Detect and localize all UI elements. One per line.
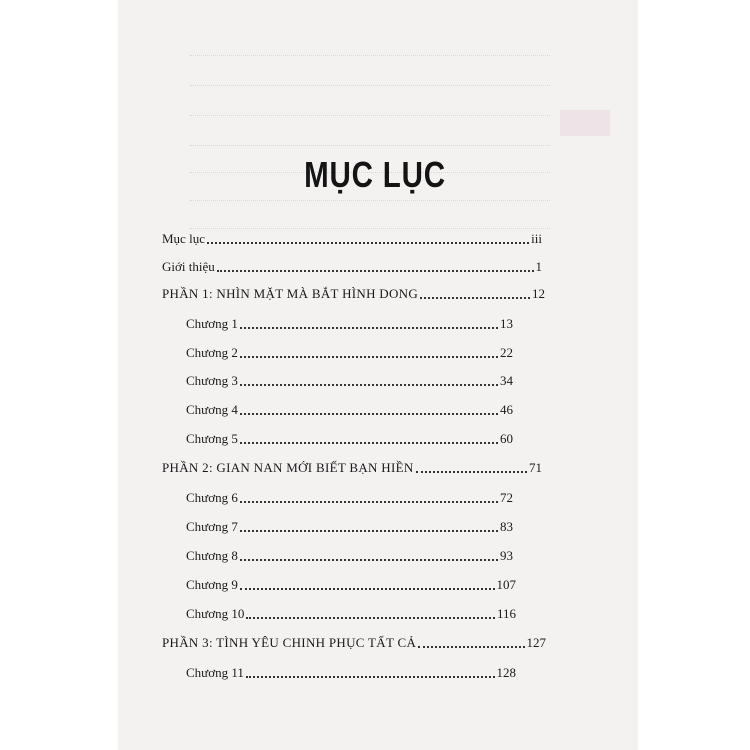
toc-entry xyxy=(186,603,516,621)
toc-entry-label: Giới thiệu xyxy=(162,259,215,274)
bleed-through-line xyxy=(190,200,550,202)
toc-entry-page: 83 xyxy=(500,519,513,534)
toc-entry-label: Chương 4 xyxy=(186,402,238,417)
toc-entry-page: 93 xyxy=(500,548,513,563)
bleed-through-line xyxy=(190,115,550,117)
toc-entry-label: Chương 3 xyxy=(186,373,238,388)
toc-entry xyxy=(186,574,516,592)
dot-leader xyxy=(418,646,524,648)
toc-entry-page: 34 xyxy=(500,373,513,388)
toc-part-entry xyxy=(162,283,545,301)
dot-leader xyxy=(240,588,495,590)
toc-entry-page: 46 xyxy=(500,402,513,417)
toc-entry-page: 22 xyxy=(500,345,513,360)
toc-part-entry xyxy=(162,457,542,475)
toc-entry-page: 127 xyxy=(526,635,546,650)
toc-entry-page: 13 xyxy=(500,316,513,331)
dot-leader xyxy=(246,676,495,678)
dot-leader xyxy=(217,270,534,272)
dot-leader xyxy=(240,530,498,532)
toc-entry-label: Chương 11 xyxy=(186,665,244,680)
dot-leader xyxy=(240,442,498,444)
toc-entry-label: Chương 7 xyxy=(186,519,238,534)
toc-entry-page: 60 xyxy=(500,431,513,446)
dot-leader xyxy=(240,327,498,329)
bleed-through-line xyxy=(190,145,550,147)
toc-entry xyxy=(186,487,513,505)
page-title: MỤC LỤC xyxy=(304,154,446,196)
toc-entry-label: PHẦN 3: TÌNH YÊU CHINH PHỤC TẤT CẢ xyxy=(162,635,417,650)
toc-entry xyxy=(186,428,513,446)
toc-entry-label: PHẦN 2: GIAN NAN MỚI BIẾT BẠN HIỀN xyxy=(162,460,414,475)
toc-entry-label: Chương 10 xyxy=(186,606,245,621)
toc-entry-page: 107 xyxy=(496,577,516,592)
dot-leader xyxy=(240,356,498,358)
toc-entry xyxy=(162,256,542,274)
toc-entry-page: 116 xyxy=(496,606,516,621)
dot-leader xyxy=(420,297,530,299)
dot-leader xyxy=(416,471,527,473)
toc-entry-page: 71 xyxy=(529,460,542,475)
dot-leader xyxy=(240,413,498,415)
toc-entry-label: Chương 8 xyxy=(186,548,238,563)
toc-entry xyxy=(186,399,513,417)
toc-entry xyxy=(186,342,513,360)
toc-entry-page: iii xyxy=(531,231,542,246)
toc-entry-label: Chương 6 xyxy=(186,490,238,505)
toc-entry-page: 12 xyxy=(532,286,545,301)
toc-entry xyxy=(186,516,513,534)
toc-entry-label: Chương 9 xyxy=(186,577,238,592)
toc-entry-label: Mục lục xyxy=(162,231,205,246)
toc-part-entry xyxy=(162,632,546,650)
page-edge-marker xyxy=(560,110,610,136)
dot-leader xyxy=(246,617,495,619)
toc-entry xyxy=(186,545,513,563)
toc-entry-label: Chương 5 xyxy=(186,431,238,446)
toc-entry-page: 1 xyxy=(535,259,542,274)
toc-entry xyxy=(186,662,516,680)
dot-leader xyxy=(240,501,498,503)
dot-leader xyxy=(240,384,498,386)
toc-entry xyxy=(162,228,542,246)
toc-entry-page: 72 xyxy=(500,490,513,505)
dot-leader xyxy=(240,559,498,561)
dot-leader xyxy=(207,242,529,244)
toc-entry xyxy=(186,313,513,331)
toc-entry xyxy=(186,370,513,388)
toc-entry-label: Chương 2 xyxy=(186,345,238,360)
toc-entry-page: 128 xyxy=(496,665,516,680)
bleed-through-line xyxy=(190,55,550,57)
bleed-through-line xyxy=(190,85,550,87)
toc-entry-label: Chương 1 xyxy=(186,316,238,331)
toc-entry-label: PHẦN 1: NHÌN MẶT MÀ BẮT HÌNH DONG xyxy=(162,286,419,301)
